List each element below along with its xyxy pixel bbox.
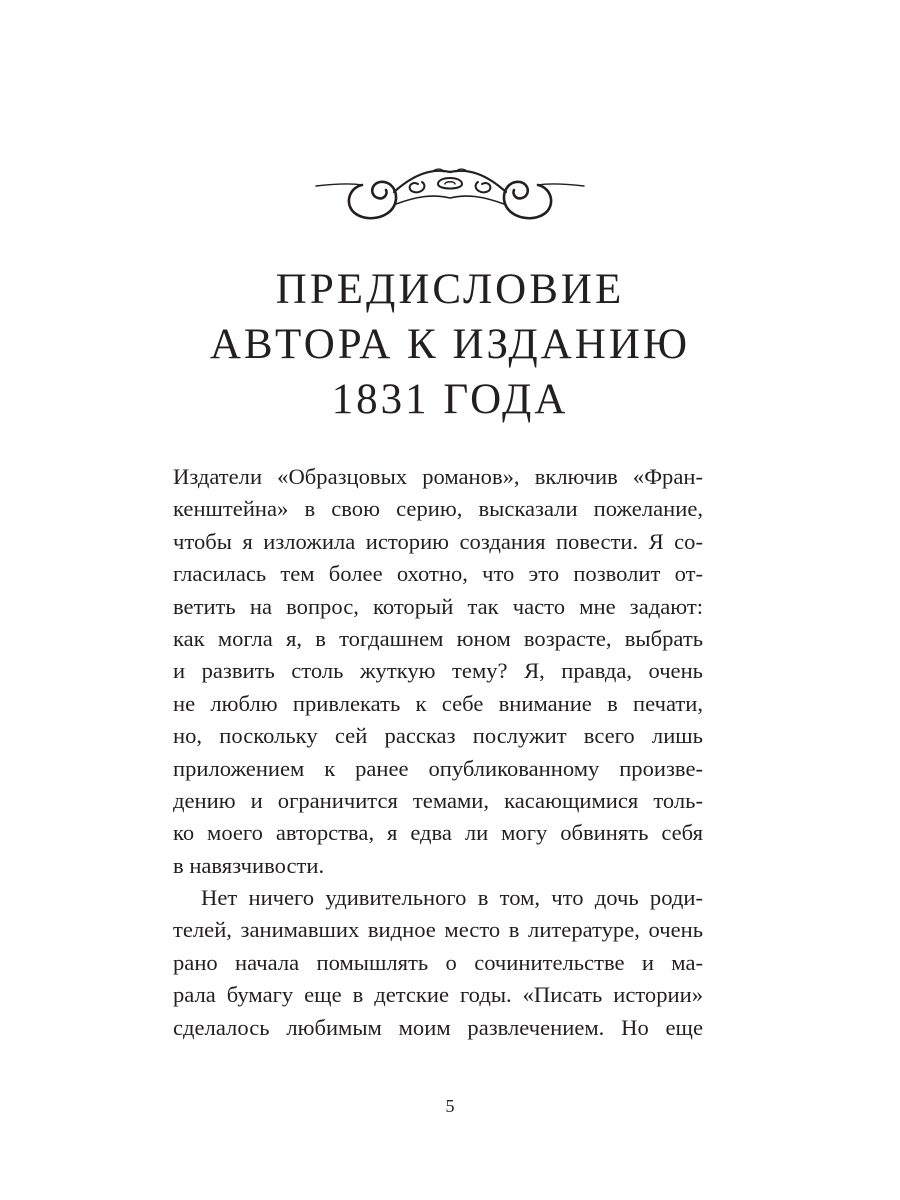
text-line: рала бумагу еще в детские годы. «Писать истории»	[173, 982, 703, 1008]
chapter-title-line: ПРЕДИСЛОВИЕ	[275, 266, 625, 313]
paragraph-1	[173, 461, 703, 882]
flourish-ornament-icon	[314, 150, 586, 230]
chapter-title	[120, 262, 780, 427]
text-line: ко моего авторства, я едва ли могу обвинять себя	[173, 820, 703, 846]
text-line: в навязчивости.	[173, 852, 325, 878]
text-line: телей, занимавших видное место в литературе, очень	[173, 917, 703, 943]
page-number: 5	[445, 1096, 455, 1116]
text-line: Нет ничего удивительного в том, что дочь роди-	[201, 885, 703, 911]
text-line: ветить на вопрос, который так часто мне задают:	[173, 593, 703, 619]
text-line: Издатели «Образцовых романов», включив «Фран-	[173, 464, 703, 489]
text-line: как могла я, в тогдашнем юном возрасте, выбрать	[173, 625, 703, 651]
text-line: кенштейна» в свою серию, высказали пожелание,	[173, 496, 703, 522]
text-line: сделалось любимым моим развлечением. Но еще	[173, 1014, 703, 1040]
paragraph-2	[173, 882, 703, 1044]
text-line: не люблю привлекать к себе внимание в печати,	[173, 690, 703, 716]
text-line: дению и ограничится темами, касающимися толь-	[173, 787, 703, 813]
chapter-title-line: 1831 ГОДА	[331, 376, 569, 423]
text-line: чтобы я изложила историю создания повести. Я со-	[173, 528, 703, 554]
text-line: приложением к ранее опубликованному произве-	[173, 755, 703, 781]
body-text	[173, 461, 703, 1044]
text-line: и развить столь жуткую тему? Я, правда, очень	[173, 658, 703, 684]
chapter-title-line: АВТОРА К ИЗДАНИЮ	[209, 321, 691, 368]
text-line: гласилась тем более охотно, что это позволит от-	[173, 561, 703, 587]
text-line: рано начала помышлять о сочинительстве и ма-	[173, 949, 703, 975]
text-line: но, поскольку сей рассказ послужит всего лишь	[173, 723, 703, 749]
